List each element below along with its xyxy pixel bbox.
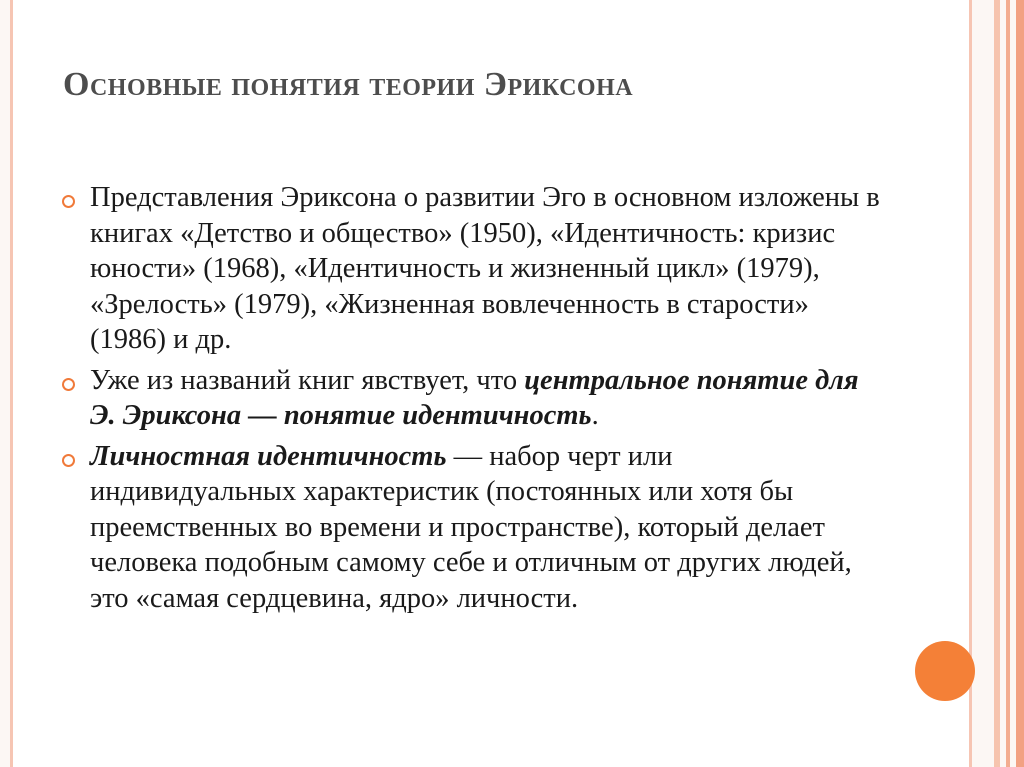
stripe [1016,0,1024,767]
list-item [62,439,882,617]
bullet-emphasis: Личностная идентичность [90,440,447,472]
bullet-text: . [591,400,599,431]
stripe [994,0,1000,767]
bullet-text: Уже из названий книг явствует, что [90,364,525,396]
list-item [62,363,882,434]
circle-outline-icon [62,454,75,467]
circle-outline-icon [62,195,75,208]
bullet-emphasis: центральное понятие для Э. Эриксона — понятие идентичность [90,364,859,431]
bullet-text: Представления Эриксона о развитии Эго в основном изложены в книгах «Детство и общество» (1950), «Идентичность: кризис юности» (1968), «Идентичность и жизненный цикл» (1979), «Зрелость» (1979), «Жизненная вовлеченность в старости» (1986) и др. [90,182,880,355]
bullet-list [62,180,882,621]
stripe [1006,0,1010,767]
bullet-text: — набор черт или индивидуальных характеристик (постоянных или хотя бы преемственных во времени и пространстве), который делает человека подобным самому себе и отличным от других людей, это «самая сердцевина, ядро» личности. [90,440,852,614]
circle-outline-icon [62,378,75,391]
decorative-circle [915,641,975,701]
decorative-stripes [974,0,1024,767]
slide-title: Основные понятия теории Эриксона [63,66,634,103]
list-item [62,180,882,358]
